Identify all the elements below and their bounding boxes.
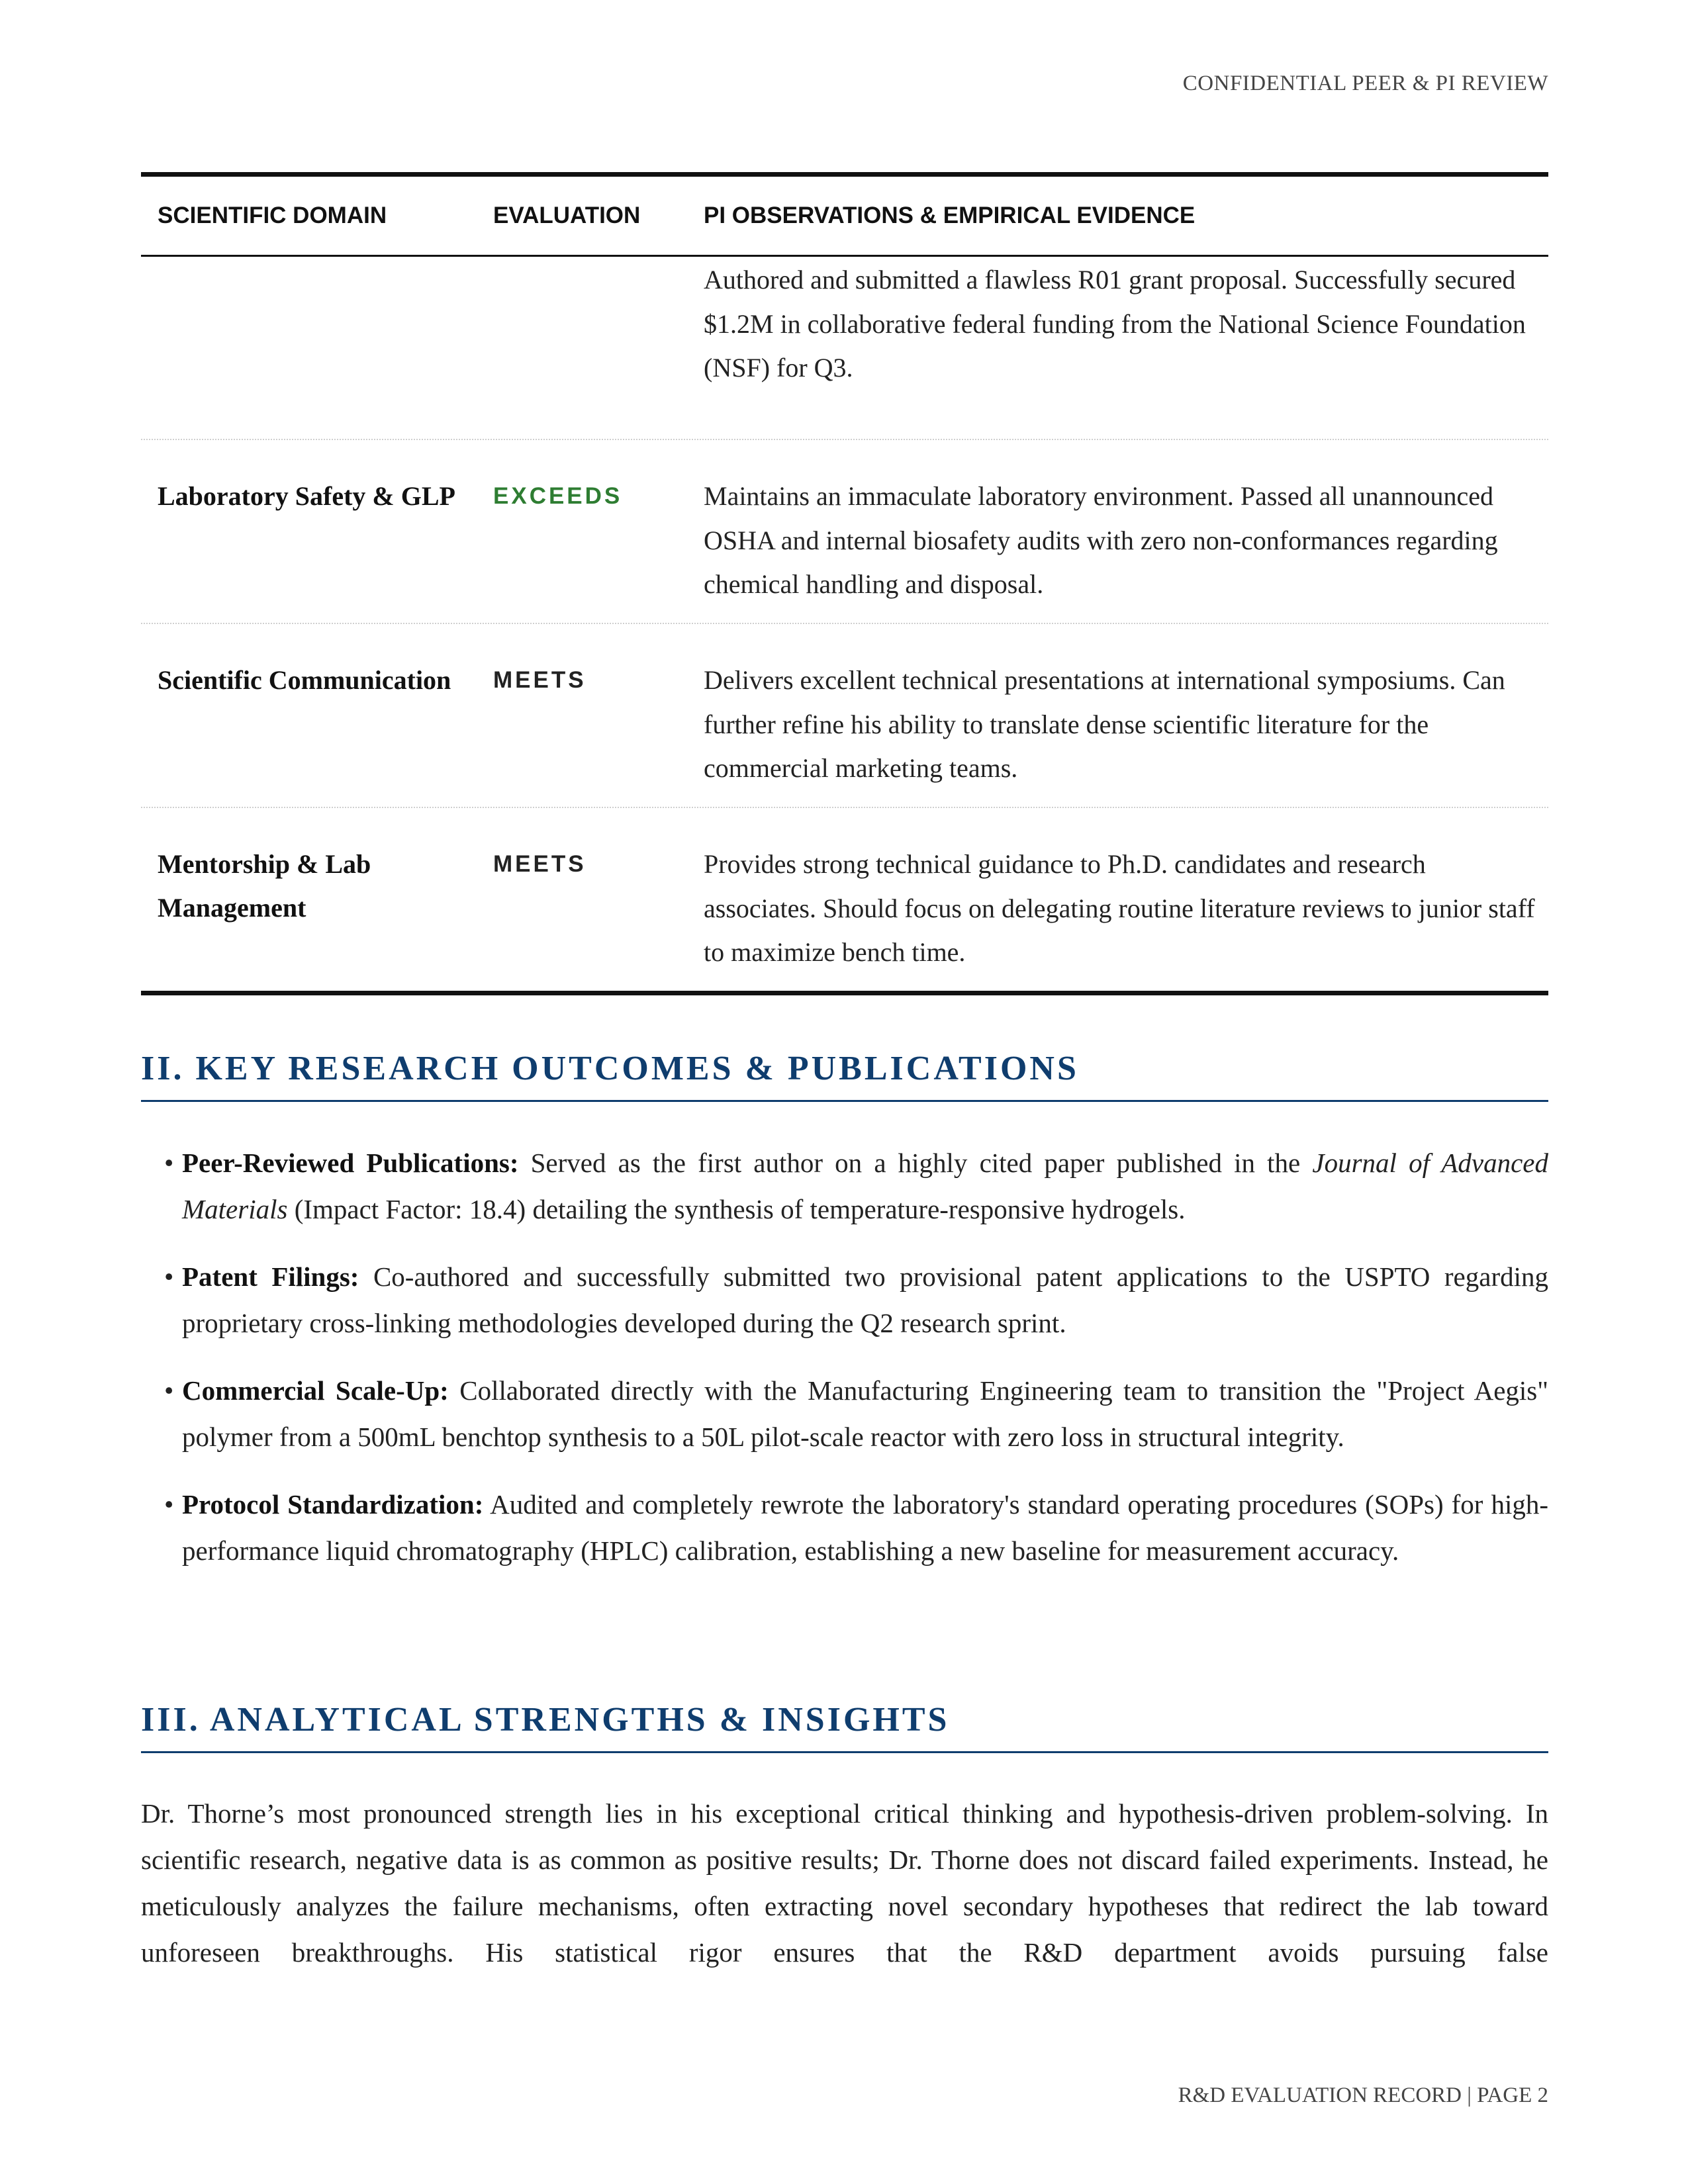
item-label: Peer-Reviewed Publications: (182, 1148, 519, 1178)
bullet-marker: • (164, 1375, 174, 1406)
item-label: Patent Filings: (182, 1261, 359, 1292)
outcomes-list (141, 1140, 1548, 1595)
document-page (141, 0, 1548, 2184)
item-text: Co-authored and successfully submitted two provisional patent applications to the USPTO regarding proprietary cross-linking methodologies developed during the Q2 research sprint. (182, 1261, 1548, 1338)
column-header-evaluation: EVALUATION (493, 203, 641, 228)
section-heading-strengths: III. ANALYTICAL STRENGTHS & INSIGHTS (141, 1700, 1548, 1753)
confidential-header: CONFIDENTIAL PEER & PI REVIEW (1182, 71, 1548, 95)
rating-cell (493, 258, 704, 439)
table-header-row (141, 177, 1548, 257)
list-item (141, 1140, 1548, 1232)
page-footer: R&D EVALUATION RECORD | PAGE 2 (1178, 2083, 1548, 2107)
bullet-marker: • (164, 1489, 174, 1520)
rating-cell: MEETS (493, 851, 586, 877)
bullet-marker: • (164, 1261, 174, 1292)
list-item (141, 1253, 1548, 1346)
domain-cell: Mentorship & Lab Management (158, 849, 371, 923)
domain-cell: Laboratory Safety & GLP (158, 481, 455, 511)
column-header-observations: PI OBSERVATIONS & EMPIRICAL EVIDENCE (704, 203, 1196, 228)
item-text: (Impact Factor: 18.4) detailing the synthesis of temperature-responsive hydrogels. (287, 1194, 1186, 1224)
table-row (141, 624, 1548, 808)
item-text: Audited and completely rewrote the laboratory's standard operating procedures (SOPs) for high-performance liquid chromatography (HPLC) calibration, establishing a new baseline for measurement accuracy. (182, 1489, 1548, 1566)
table-row (141, 440, 1548, 624)
column-header-domain: SCIENTIFIC DOMAIN (158, 203, 387, 228)
observation-cell: Delivers excellent technical presentations at international symposiums. Can further refine his ability to translate dense scientific literature for the commercial marketing teams. (704, 665, 1505, 783)
bullet-marker: • (164, 1148, 174, 1178)
observation-cell: Provides strong technical guidance to Ph.D. candidates and research associates. Should focus on delegating routine literature reviews to junior staff to maximize bench time. (704, 849, 1535, 967)
item-text: Served as the first author on a highly cited paper published in the (518, 1148, 1313, 1178)
list-item (141, 1367, 1548, 1460)
observation-cell: Authored and submitted a flawless R01 grant proposal. Successfully secured $1.2M in collaborative federal funding from the National Science Foundation (NSF) for Q3. (704, 265, 1526, 383)
journal-title: Journal of Advanced Materials (182, 1148, 1548, 1224)
rating-cell: MEETS (493, 667, 586, 693)
rating-cell: EXCEEDS (493, 483, 623, 509)
table-row (141, 808, 1548, 991)
domain-cell (141, 258, 493, 439)
domain-cell: Scientific Communication (158, 665, 451, 695)
item-label: Commercial Scale-Up: (182, 1375, 449, 1406)
observation-cell: Maintains an immaculate laboratory environment. Passed all unannounced OSHA and internal biosafety audits with zero non-conformances regarding chemical handling and disposal. (704, 481, 1498, 599)
list-item (141, 1481, 1548, 1574)
item-label: Protocol Standardization: (182, 1489, 484, 1520)
section-heading-outcomes: II. KEY RESEARCH OUTCOMES & PUBLICATIONS (141, 1049, 1548, 1102)
evaluation-table (141, 172, 1548, 995)
table-row (141, 257, 1548, 440)
item-text: Collaborated directly with the Manufacturing Engineering team to transition the "Project Aegis" polymer from a 500mL benchtop synthesis to a 50L pilot-scale reactor with zero loss in structural integrity. (182, 1375, 1548, 1452)
strengths-paragraph: Dr. Thorne’s most pronounced strength lies in his exceptional critical thinking and hypothesis-driven problem-solving. In scientific research, negative data is as common as positive results; Dr. Thorne does not discard failed experiments. Instead, he meticulously analyzes the failure mechanisms, often extracting novel secondary hypotheses that redirect the lab toward unforeseen breakthroughs. His statistical rigor ensures that the R&D department avoids pursuing false (141, 1798, 1548, 1968)
